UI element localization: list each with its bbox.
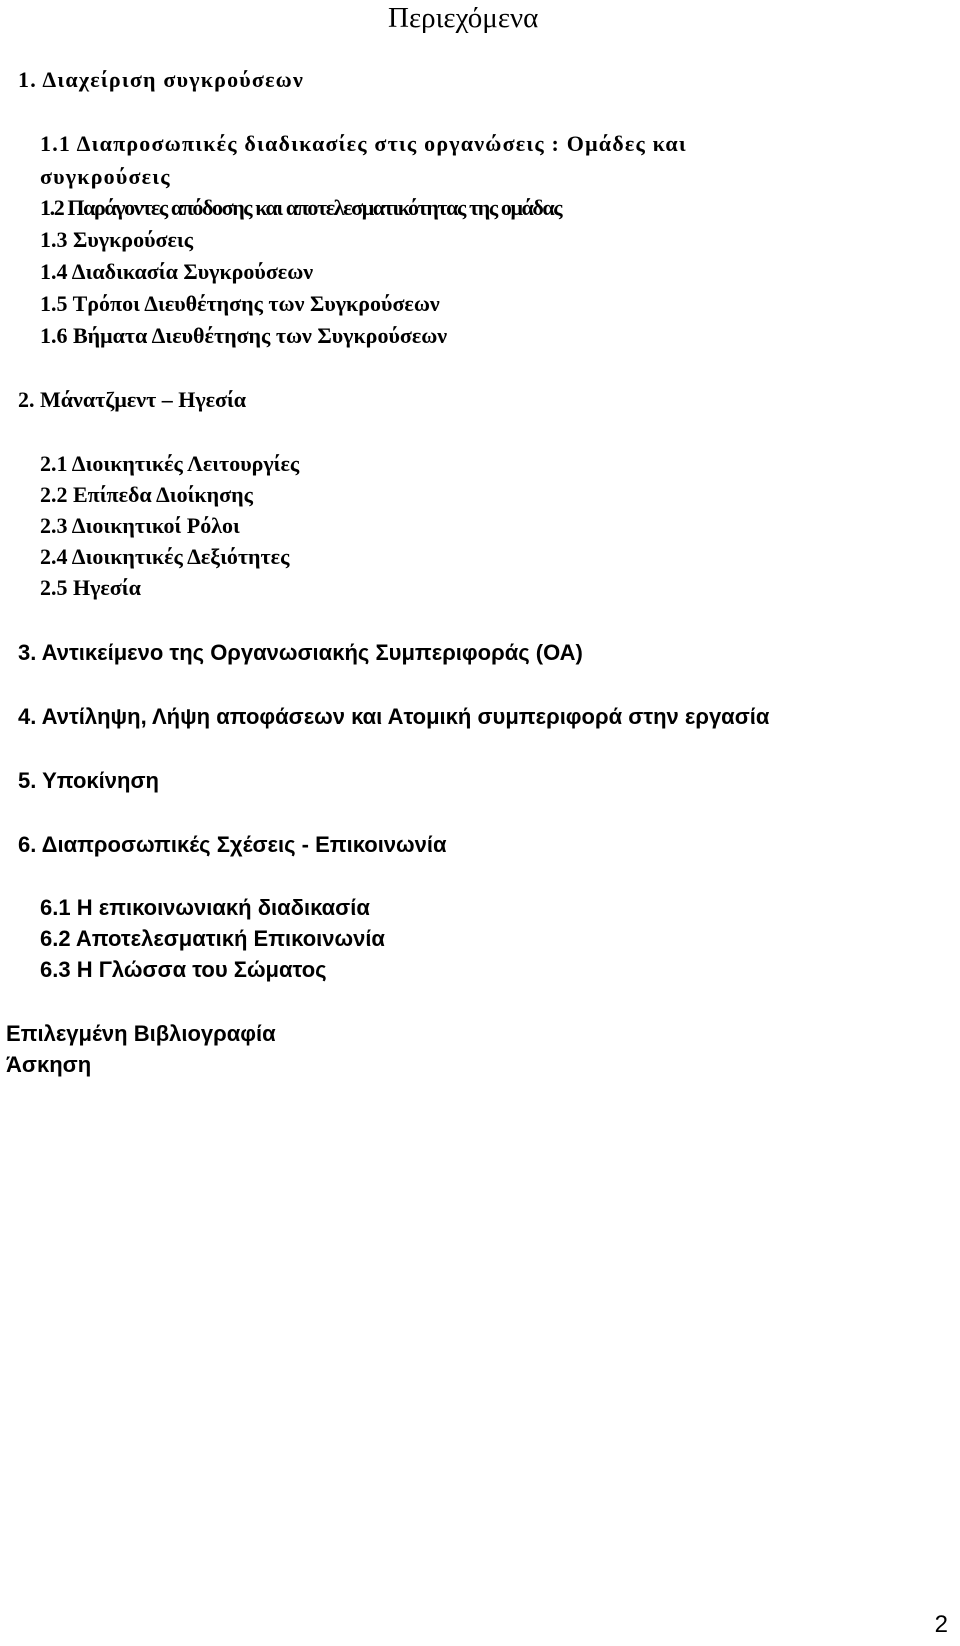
toc-heading-section-5: 5. Υποκίνηση — [18, 768, 159, 793]
toc-item-2-2: 2.2 Επίπεδα Διοίκησης — [40, 482, 253, 507]
toc-item-1-1: 1.1 Διαπροσωπικές διαδικασίες στις οργανώσεις : Ομάδες και — [40, 131, 687, 156]
toc-item-1-2: 1.2 Παράγοντες απόδοσης και αποτελεσματικότητας της ομάδας — [40, 195, 562, 220]
toc-item-1-3: 1.3 Συγκρούσεις — [40, 227, 193, 252]
toc-bibliography: Επιλεγμένη Βιβλιογραφία — [6, 1021, 276, 1046]
toc-item-2-5: 2.5 Ηγεσία — [40, 575, 141, 600]
toc-item-1-6: 1.6 Βήματα Διευθέτησης των Συγκρούσεων — [40, 323, 448, 348]
toc-item-1-1-continued: συγκρούσεις — [40, 164, 171, 189]
toc-heading-section-6: 6. Διαπροσωπικές Σχέσεις - Επικοινωνία — [18, 832, 447, 857]
toc-heading-section-2: 2. Μάνατζμεντ – Ηγεσία — [18, 387, 247, 412]
toc-item-6-3: 6.3 Η Γλώσσα του Σώματος — [40, 957, 327, 982]
toc-item-2-1: 2.1 Διοικητικές Λειτουργίες — [40, 451, 300, 476]
toc-item-2-4: 2.4 Διοικητικές Δεξιότητες — [40, 544, 290, 569]
toc-exercise: Άσκηση — [6, 1052, 92, 1077]
toc-heading-section-3: 3. Αντικείμενο της Οργανωσιακής Συμπεριφοράς (ΟΑ) — [18, 640, 583, 665]
toc-item-1-4: 1.4 Διαδικασία Συγκρούσεων — [40, 259, 314, 284]
toc-item-1-5: 1.5 Τρόποι Διευθέτησης των Συγκρούσεων — [40, 291, 440, 316]
toc-heading-section-1: 1. Διαχείριση συγκρούσεων — [18, 67, 304, 92]
page-number: 2 — [934, 1611, 948, 1638]
toc-item-2-3: 2.3 Διοικητικοί Ρόλοι — [40, 513, 240, 538]
toc-heading-section-4: 4. Αντίληψη, Λήψη αποφάσεων και Ατομική συμπεριφορά στην εργασία — [18, 704, 770, 729]
toc-item-6-1: 6.1 Η επικοινωνιακή διαδικασία — [40, 895, 370, 920]
toc-item-6-2: 6.2 Αποτελεσματική Επικοινωνία — [40, 926, 385, 951]
page-title: Περιεχόμενα — [388, 2, 539, 34]
